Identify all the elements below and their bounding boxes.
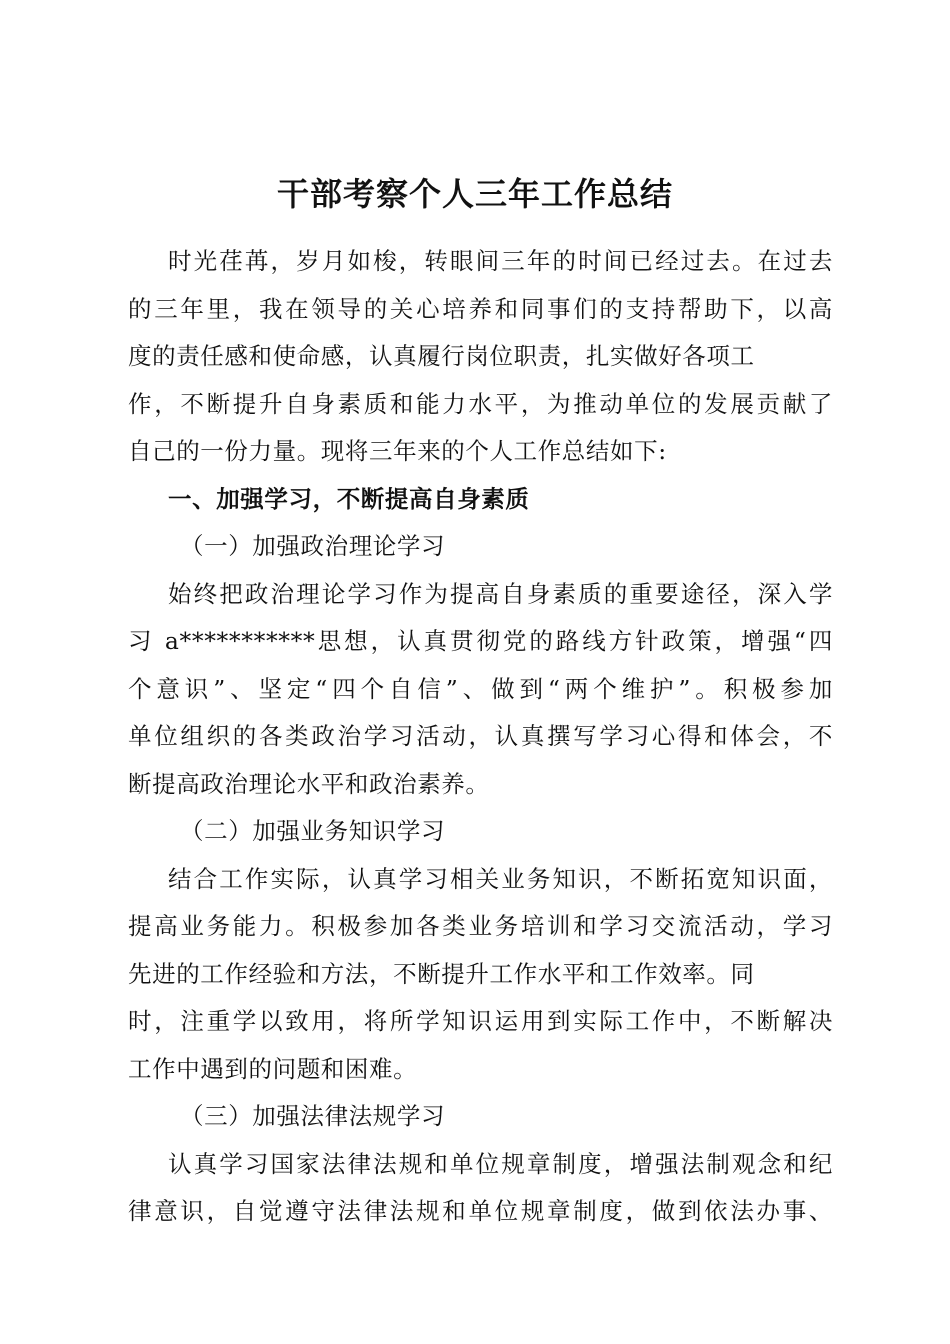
- paragraph-line: 自己的一份力量。现将三年来的个人工作总结如下:: [128, 437, 667, 465]
- paragraph-line: 律意识，自觉遵守法律法规和单位规章制度，做到依法办事、: [128, 1197, 833, 1225]
- subsection-heading: （二）加强业务知识学习: [180, 817, 446, 845]
- paragraph-line: 断提高政治理论水平和政治素养。: [128, 769, 490, 798]
- document-body: [128, 238, 833, 1236]
- paragraph-line: 作，不断提升自身素质和能力水平，为推动单位的发展贡献了: [128, 389, 833, 418]
- paragraph-line: 提高业务能力。积极参加各类业务培训和学习交流活动，学习: [128, 912, 833, 940]
- paragraph-line: 认真学习国家法律法规和单位规章制度，增强法制观念和纪: [168, 1149, 833, 1178]
- subsection-heading: （三）加强法律法规学习: [180, 1102, 446, 1130]
- paragraph-line: 时，注重学以致用，将所学知识运用到实际工作中，不断解决: [128, 1007, 833, 1035]
- paragraph-line: 工作中遇到的问题和困难。: [128, 1054, 418, 1083]
- document-title: 干部考察个人三年工作总结: [276, 175, 673, 213]
- paragraph-line: 始终把政治理论学习作为提高自身素质的重要途径，深入学: [168, 579, 833, 608]
- paragraph-line: 度的责任感和使命感，认真履行岗位职责，扎实做好各项工: [128, 342, 755, 370]
- paragraph-line: 个意识”、坚定“四个自信”、做到“两个维护”。积极参加: [128, 674, 833, 703]
- section-heading: 一、加强学习，不断提高自身素质: [168, 484, 530, 513]
- paragraph-line: 先进的工作经验和方法，不断提升工作水平和工作效率。同: [128, 959, 755, 988]
- subsection-heading: （一）加强政治理论学习: [180, 532, 446, 560]
- paragraph-line: 结合工作实际，认真学习相关业务知识，不断拓宽知识面，: [168, 864, 833, 893]
- paragraph-line: 时光荏苒，岁月如梭，转眼间三年的时间已经过去。在过去: [168, 247, 833, 275]
- paragraph-line: 习 a***********思想，认真贯彻党的路线方针政策，增强“四: [128, 627, 833, 655]
- paragraph-line: 的三年里，我在领导的关心培养和同事们的支持帮助下，以高: [128, 294, 833, 323]
- paragraph-line: 单位组织的各类政治学习活动，认真撰写学习心得和体会，不: [128, 722, 833, 750]
